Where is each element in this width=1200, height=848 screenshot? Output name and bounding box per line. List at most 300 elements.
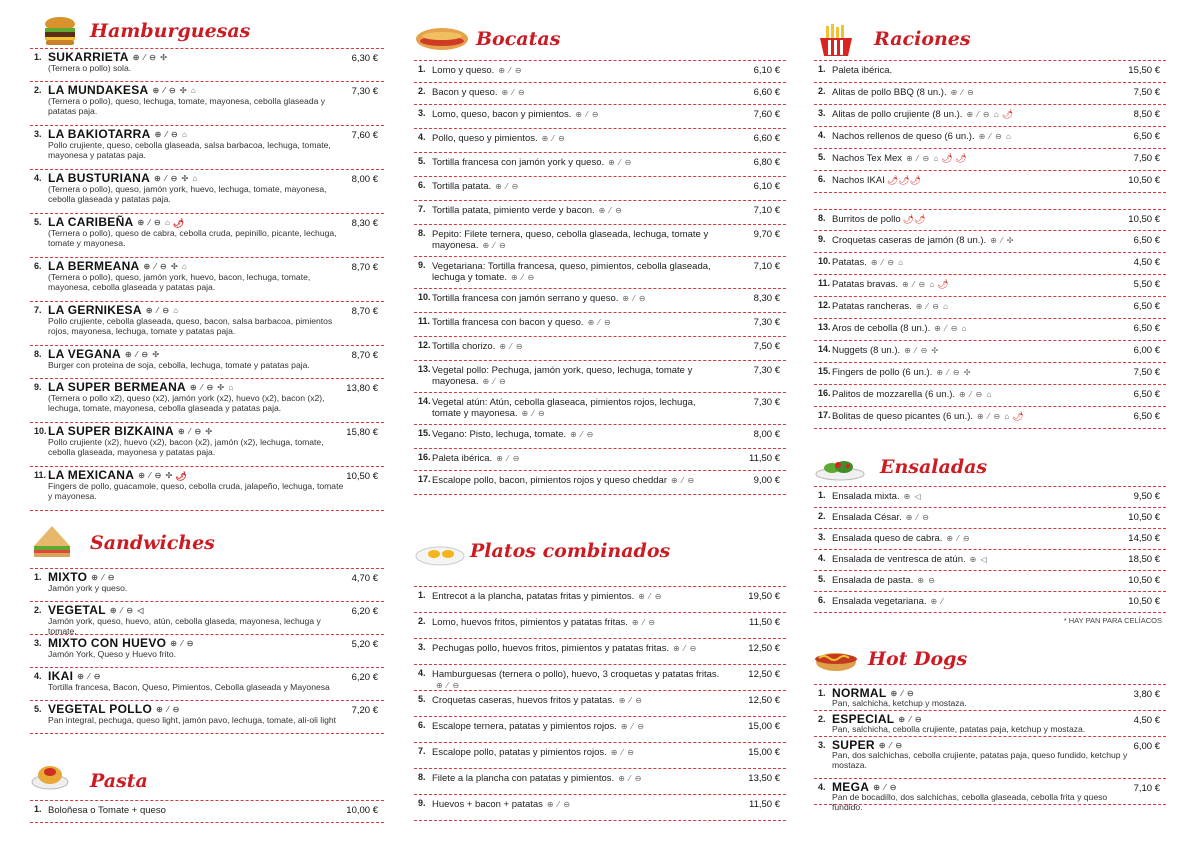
item-number: 7. [418,204,426,214]
item-name-text: LA GERNIKESA [48,303,142,317]
item-label-text: Lomo y queso. [432,65,495,77]
celiac-note: * HAY PAN PARA CELÍACOS [1063,616,1162,625]
item-label [432,365,722,387]
item-price: 8,70 € [351,262,378,273]
item-label [832,279,1122,290]
menu-item [814,685,1166,711]
item-label-text: Nachos IKAI [832,175,885,186]
menu-item [414,257,786,289]
allergen-icons: ⊕ ⁄ ⊖ ⌂ [137,218,171,228]
item-label-text: Bacon y queso. [432,87,498,99]
item-name-text: VEGETAL [48,603,106,617]
menu-item [814,319,1166,341]
menu-item [814,529,1166,550]
allergen-icons: ⊕ ⁄ ⊖ [587,318,612,327]
allergen-icons: ⊕ ⁄ ⊖ [873,783,898,793]
menu-item [414,639,786,665]
item-number: 4. [34,173,42,183]
item-number: 15. [418,428,431,438]
allergen-icons: ⊕ ⁄ ✣ [990,236,1015,245]
item-name [48,303,179,317]
item-number: 1. [818,64,826,74]
column-right [814,0,1166,848]
item-name [48,669,101,683]
pasta-list [30,800,384,823]
item-label [432,341,722,352]
item-number: 4. [34,671,42,681]
item-description: Pollo crujiente (x2), huevo (x2), bacon (x2), jamón (x2), lechuga, tomate, cebolla glaseada, mayonesa y patatas paja. [48,437,324,457]
menu-item [30,801,384,823]
item-name-text: MEGA [832,780,870,794]
section-ensaladas [814,452,1166,625]
item-label [832,554,1122,565]
item-description: (Ternera o pollo), queso, jamón york, huevo, lechuga, tomate, mayonesa, cebolla glaseada y patatas paja. [48,184,327,204]
item-name-text: LA BUSTURIANA [48,171,151,185]
hot-dog-icon [814,644,858,676]
item-label-text: Vegetal atún: Atún, cebolla glaseaca, pimientos rojos, lechuga, tomate y mayonesa. [432,397,696,420]
item-label [832,175,1122,186]
item-label [432,453,722,464]
item-price: 7,30 € [351,86,378,97]
item-label [432,317,722,328]
section-sandwiches [30,520,384,734]
item-label [832,65,1122,76]
allergen-icons: ⊕ ⁄ ⊖ ⌂ [959,390,993,399]
allergen-icons: ⊕ ⁄ ⊖ [436,681,461,690]
item-number: 14. [818,344,831,354]
item-label [432,205,722,216]
item-number: 3. [34,638,42,648]
item-label [432,181,722,192]
menu-item [814,127,1166,149]
menu-item [30,82,384,126]
item-price: 6,60 € [753,87,780,98]
item-price: 6,50 € [1133,301,1160,312]
item-label [832,323,1122,334]
section-pasta [30,756,384,823]
item-price: 7,10 € [753,261,780,272]
item-price: 7,10 € [753,205,780,216]
item-number: 1. [418,590,426,600]
item-price: 6,10 € [753,65,780,76]
item-number: 10. [418,292,431,302]
item-number: 9. [418,260,426,270]
allergen-icons: ⊕ ⁄ ⊖ ◁ [109,606,145,616]
item-label-text: Nachos rellenos de queso (6 un.). [832,131,975,143]
item-number: 4. [818,782,826,792]
allergen-icons: ⊕ ⁄ ⊖ ✣ [904,346,940,355]
item-price: 15,00 € [748,747,780,758]
item-price: 10,50 € [1128,596,1160,607]
item-number: 8. [34,349,42,359]
item-price: 19,50 € [748,591,780,602]
item-label [832,257,1122,268]
menu-item [814,253,1166,275]
menu-item [414,313,786,337]
menu-item [30,49,384,82]
menu-item [30,701,384,734]
item-label-text: Burritos de pollo [832,214,901,225]
item-description: (Ternera o pollo), queso, lechuga, tomate, mayonesa, cebolla glaseada y patatas paja. [48,96,326,116]
section-header [814,24,1166,60]
item-label-text: Nachos Tex Mex [832,153,903,165]
item-price: 10,50 € [1128,214,1160,225]
item-label-text: Escalope ternera, patatas y pimientos rojos. [432,721,617,733]
item-number: 6. [418,180,426,190]
item-name [48,347,160,361]
item-number: 10. [34,426,47,436]
item-price: 8,70 € [351,306,378,317]
item-price: 7,10 € [1133,783,1160,794]
item-price: 6,10 € [753,181,780,192]
item-label-text: Huevos + bacon + patatas [432,799,543,811]
item-price: 10,50 € [346,471,378,482]
allergen-icons: ⊕ ⁄ ⊖ [546,800,572,809]
section-raciones [814,24,1166,429]
allergen-icons: ⊕ ⁄ ⊖ [156,705,181,715]
item-number: 9. [418,798,426,808]
menu-item [30,467,384,511]
item-price: 7,60 € [351,130,378,141]
allergen-icons: ⊕ ⁄ ⊖ ⌂ [966,110,1000,119]
item-number: 8. [818,213,826,223]
item-label [432,293,722,304]
allergen-icons: ⊕ ⁄ ⊖ [610,748,635,757]
allergen-icons: ⊕ ⁄ ⊖ [482,241,507,250]
item-description: Pollo crujiente, queso, cebolla glaseada, salsa barbacoa, lechuga, tomate, mayonesa y patatas paja. [48,140,331,160]
menu-item [30,602,384,635]
allergen-icons: ⊕ ⁄ ⊖ ✣ [132,53,168,63]
item-label-text: Alitas de pollo BBQ (8 un.). [832,87,947,99]
menu-item [414,613,786,639]
item-price: 14,50 € [1128,533,1160,544]
menu-item [30,302,384,346]
item-price: 10,50 € [1128,575,1160,586]
item-number: 11. [34,470,47,480]
item-price: 6,50 € [1133,323,1160,334]
section-header [30,14,384,48]
allergen-icons: ⊕ ⁄ ⊖ ✣ ⌂ [154,174,199,184]
menu-item [814,209,1166,231]
item-label [432,669,732,691]
menu-item [814,61,1166,83]
item-label-text: Vegetariana: Tortilla francesa, queso, pimientos, cebolla glaseada, lechuga y tomate. [432,261,711,284]
item-label-text: Bolitas de queso picantes (6 un.). [832,411,974,423]
item-label-text: Ensalada de pasta. [832,575,914,587]
burger-icon [38,14,82,48]
item-label-text: Ensalada de ventresca de atún. [832,554,966,566]
allergen-icons: ⊕ ⁄ ⊖ [496,454,521,463]
menu-item [414,665,786,691]
item-label [432,109,722,120]
allergen-icons: ⊕ ◁ [969,555,988,564]
item-price: 5,20 € [351,639,378,650]
item-price: 11,50 € [749,453,780,464]
allergen-icons: ⊕ ⁄ ⊖ [620,722,646,731]
section-header [414,22,786,60]
item-number: 16. [418,452,431,462]
item-number: 7. [34,305,42,315]
item-number: 6. [34,261,42,271]
menu-item [414,449,786,471]
item-label [832,153,1122,164]
item-label-text: Pechugas pollo, huevos fritos, pimientos y patatas fritas. [432,643,670,655]
allergen-icons: ⊕ ⁄ ⊖ ⌂ [870,258,905,267]
item-price: 8,30 € [753,293,780,304]
item-number: 17. [818,410,831,420]
hot-dogs-list [814,684,1166,812]
item-number: 1. [818,688,826,698]
item-price: 10,50 € [1128,175,1160,186]
section-hamburguesas [30,14,384,511]
item-description: (Ternera o pollo), queso de cabra, cebolla cruda, pepinillo, picante, lechuga, tomate y mayonesa. [48,228,337,248]
bocatas-list [414,60,786,495]
item-label [832,596,1122,607]
item-description: Tortilla francesa, Bacon, Queso, Pimientos, Cebolla glaseada y Mayonesa [48,682,330,692]
menu-item [814,779,1166,812]
item-description: Pan, salchicha, ketchup y mostaza. [832,698,967,708]
section-header [814,642,1166,684]
item-number: 5. [818,574,826,584]
menu-item [414,743,786,769]
item-price: 4,50 € [1133,715,1160,726]
allergen-icons: ⊕ ⁄ ⊖ ⌂ [978,132,1012,141]
menu-item [414,289,786,313]
menu-item [814,363,1166,385]
item-name-text: LA VEGANA [48,347,121,361]
item-label-text: Hamburguesas (ternera o pollo), huevo, 3 croquetas y patatas fritas. [432,669,720,680]
item-name-text: LA MEXICANA [48,468,135,482]
item-label [832,367,1122,378]
menu-item [814,341,1166,363]
allergen-icons: ⊕ ⊖ [917,576,936,585]
column-middle [414,0,786,848]
item-number: 8. [418,772,426,782]
item-price: 6,20 € [351,606,378,617]
allergen-icons: ⊕ ⁄ ⊖ [608,158,633,167]
item-price: 7,50 € [1133,367,1160,378]
item-description: Pan de bocadillo, dos salchichas, cebolla glaseada, cebolla frita y queso fundido. [832,792,1108,812]
menu-item [814,231,1166,253]
allergen-icons: ⊕ ⁄ ⊖ ⌂ [154,130,188,140]
item-label-text: Filete a la plancha con patatas y pimientos. [432,773,615,785]
item-number: 1. [34,52,42,62]
item-number: 5. [418,694,426,704]
item-number: 3. [818,532,826,542]
menu-item [414,795,786,821]
item-label [832,512,1122,523]
menu-item [814,385,1166,407]
item-description: Jamón york y queso. [48,583,128,593]
item-label-text: Ensalada César. [832,512,902,524]
allergen-icons: ⊕ ⁄ ⊖ ✣ ⌂ [190,383,235,393]
item-price: 8,00 € [753,429,780,440]
item-price: 7,50 € [753,341,780,352]
item-price: 6,50 € [1133,411,1160,422]
item-price: 9,70 € [753,229,780,240]
item-label-text: Croquetas caseras de jamón (8 un.). [832,235,987,247]
menu-item [414,361,786,393]
allergen-icons: ⊕ ⁄ ⊖ [541,134,566,143]
item-number: 2. [418,616,426,626]
item-name [48,50,168,64]
item-label [432,65,722,76]
allergen-icons: ⊕ ⁄ ⊖ [501,88,526,97]
allergen-icons: ⊕ ⁄ ⊖ [499,342,524,351]
item-label-text: Pollo, queso y pimientos. [432,133,538,145]
item-label-text: Patatas rancheras. [832,301,912,313]
allergen-icons: ⊕ ⁄ ⊖ [638,592,663,601]
item-label-text: Aros de cebolla (8 un.). [832,323,931,335]
item-name-text: NORMAL [832,686,887,700]
allergen-icons: ⊕ ⁄ ⊖ [673,644,698,653]
allergen-icons: ⊕ ⁄ ⊖ ✣ [936,368,972,377]
item-number: 5. [818,152,826,162]
allergen-icons: ⊕ ⁄ ⊖ [622,294,647,303]
section-platos-combinados [414,534,786,821]
item-label-text: Tortilla chorizo. [432,341,496,353]
item-number: 5. [34,217,42,227]
menu-item [814,275,1166,297]
menu-item [414,83,786,105]
item-number: 9. [818,234,826,244]
item-label [432,591,732,602]
section-header [30,756,384,800]
menu-item [414,587,786,613]
item-price: 9,50 € [1133,491,1160,502]
item-price: 18,50 € [1128,554,1160,565]
item-label [432,475,722,486]
item-name [48,424,213,438]
item-price: 11,50 € [749,617,780,628]
item-price: 6,20 € [351,672,378,683]
item-number: 8. [418,228,426,238]
item-price: 10,50 € [1128,512,1160,523]
item-label [832,389,1122,400]
item-number: 2. [818,511,826,521]
chili-icon: 🌶 [175,471,188,481]
item-label [432,229,722,251]
item-label [432,747,732,758]
item-price: 12,50 € [748,669,780,680]
chili-icon: 🌶 [172,218,185,228]
item-description: (Ternera o pollo x2), queso (x2), jamón york (x2), huevo (x2), bacon (x2), lechuga, tomate, mayonesa, cebolla glaseada y patatas paja. [48,393,325,413]
menu-item [414,769,786,795]
allergen-icons: ⊕ ⁄ ⊖ [170,639,195,649]
item-number: 2. [818,86,826,96]
item-price: 6,00 € [1133,741,1160,752]
item-number: 4. [418,132,426,142]
chili-icon: 🌶🌶🌶 [886,175,922,185]
item-number: 4. [818,130,826,140]
item-price: 6,80 € [753,157,780,168]
menu-item [30,423,384,467]
item-price: 12,50 € [748,643,780,654]
item-number: 1. [34,804,42,814]
menu-item [814,550,1166,571]
menu-item [814,407,1166,429]
item-price: 6,60 € [753,133,780,144]
item-label [832,533,1122,544]
item-label-text: Palitos de mozzarella (6 un.). [832,389,956,401]
fries-icon [814,24,858,58]
menu-item [414,129,786,153]
item-name-text: LA SUPER BIZKAINA [48,424,174,438]
item-name-text: LA SUPER BERMEANA [48,380,186,394]
item-price: 5,50 € [1133,279,1160,290]
item-number: 2. [34,85,42,95]
allergen-icons: ⊕ ⁄ ⊖ [618,774,643,783]
item-label [832,214,1122,225]
menu-item [814,508,1166,529]
section-title: Bocatas [476,28,561,50]
item-name-text: MIXTO [48,570,88,584]
item-number: 12. [818,300,831,310]
item-price: 15,80 € [346,427,378,438]
item-label-text: Entrecot a la plancha, patatas fritas y pimientos. [432,591,635,603]
item-name-text: SUPER [832,738,875,752]
allergen-icons: ⊕ ⁄ ⊖ [671,476,696,485]
item-name [48,570,115,584]
item-name-text: ESPECIAL [832,712,895,726]
item-name [48,171,198,185]
item-number: 13. [818,322,831,332]
item-number: 7. [418,746,426,756]
item-number: 2. [34,605,42,615]
allergen-icons: ⊕ ⁄ ⊖ [482,377,507,386]
item-name-text: LA CARIBEÑA [48,215,134,229]
item-price: 9,00 € [753,475,780,486]
menu-item [30,379,384,423]
item-label [432,261,722,283]
item-number: 6. [818,595,826,605]
allergen-icons: ⊕ ⁄ ⊖ [91,573,116,583]
bocata-icon [414,24,470,54]
chili-icon: 🌶🌶 [902,214,926,224]
item-name-text: LA MUNDAKESA [48,83,149,97]
menu-item [30,346,384,379]
pasta-icon [30,756,70,794]
menu-item [814,149,1166,171]
item-number: 6. [418,720,426,730]
item-number: 2. [418,86,426,96]
item-name [48,636,194,650]
item-description: Burger con proteina de soja, cebolla, lechuga, tomate y patatas paja. [48,360,310,370]
item-number: 16. [818,388,831,398]
item-label-text: Ensalada queso de cabra. [832,533,943,545]
menu-item [814,711,1166,737]
item-number: 12. [418,340,431,350]
item-price: 13,50 € [748,773,780,784]
item-description: (Ternera o pollo), queso, jamón york, huevo, bacon, lechuga, tomate, mayonesa, cebolla glaseada y patatas paja. [48,272,311,292]
item-price: 6,50 € [1133,131,1160,142]
section-header [414,534,786,586]
item-price: 15,00 € [748,721,780,732]
item-name [48,127,188,141]
menu-item [814,487,1166,508]
item-label-text: Pepito: Filete ternera, queso, cebolla glaseada, lechuga, tomate y mayonesa. [432,229,709,252]
item-price: 6,00 € [1133,345,1160,356]
item-label-text: Ensalada vegetariana. [832,596,927,608]
item-number: 11. [418,316,431,326]
section-hot-dogs [814,642,1166,812]
item-number: 13. [418,364,431,374]
item-number: 9. [34,382,42,392]
item-label-text: Nuggets (8 un.). [832,345,901,357]
menu-item [30,126,384,170]
menu-item [814,592,1166,613]
item-label-text: Patatas bravas. [832,279,899,291]
